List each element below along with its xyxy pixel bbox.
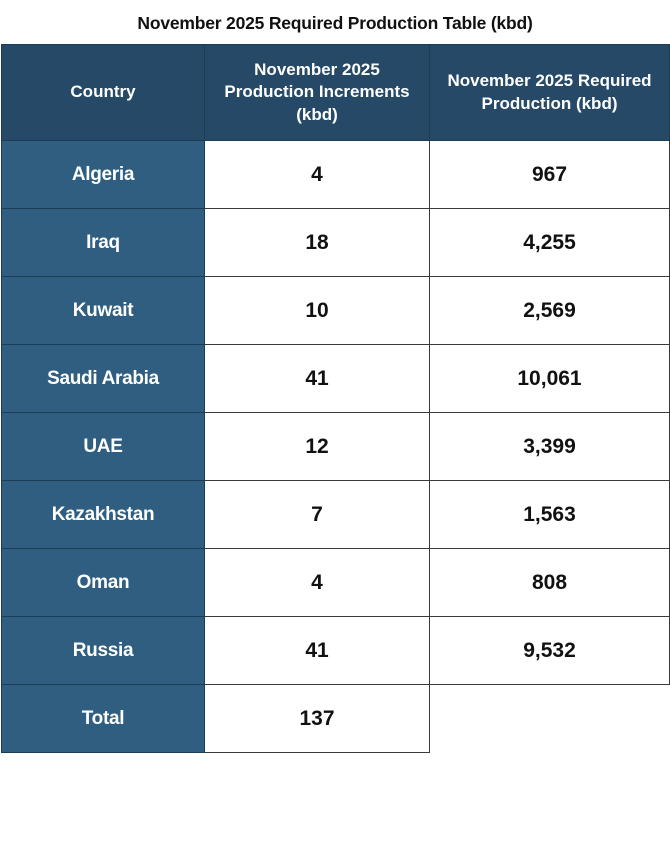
column-header-required: November 2025 Required Production (kbd) bbox=[430, 45, 670, 141]
cell-country: Iraq bbox=[2, 209, 205, 277]
cell-increment: 18 bbox=[205, 209, 430, 277]
cell-required: 808 bbox=[430, 549, 670, 617]
cell-required: 1,563 bbox=[430, 481, 670, 549]
cell-country: Saudi Arabia bbox=[2, 345, 205, 413]
table-row bbox=[2, 345, 670, 413]
cell-increment: 41 bbox=[205, 345, 430, 413]
cell-country: UAE bbox=[2, 413, 205, 481]
table-row bbox=[2, 481, 670, 549]
cell-required: 3,399 bbox=[430, 413, 670, 481]
cell-country: Oman bbox=[2, 549, 205, 617]
cell-increment: 7 bbox=[205, 481, 430, 549]
cell-required: 4,255 bbox=[430, 209, 670, 277]
column-header-country: Country bbox=[2, 45, 205, 141]
cell-required: 967 bbox=[430, 141, 670, 209]
table-row bbox=[2, 413, 670, 481]
page-title: November 2025 Required Production Table (kbd) bbox=[137, 13, 533, 33]
cell-increment: 12 bbox=[205, 413, 430, 481]
table-row-total bbox=[2, 685, 670, 753]
cell-country: Kazakhstan bbox=[2, 481, 205, 549]
cell-required: 9,532 bbox=[430, 617, 670, 685]
cell-increment: 4 bbox=[205, 549, 430, 617]
cell-country: Kuwait bbox=[2, 277, 205, 345]
cell-country: Russia bbox=[2, 617, 205, 685]
cell-increment: 4 bbox=[205, 141, 430, 209]
table-row bbox=[2, 141, 670, 209]
cell-required-total bbox=[430, 685, 670, 753]
cell-country: Algeria bbox=[2, 141, 205, 209]
cell-country-total: Total bbox=[2, 685, 205, 753]
table-row bbox=[2, 617, 670, 685]
table-header-row bbox=[2, 45, 670, 141]
table-body bbox=[2, 141, 670, 753]
table-row bbox=[2, 549, 670, 617]
table-row bbox=[2, 277, 670, 345]
cell-required: 2,569 bbox=[430, 277, 670, 345]
column-header-increments: November 2025 Production Increments (kbd) bbox=[205, 45, 430, 141]
table-header bbox=[2, 45, 670, 141]
cell-required: 10,061 bbox=[430, 345, 670, 413]
cell-increment: 10 bbox=[205, 277, 430, 345]
cell-increment-total: 137 bbox=[205, 685, 430, 753]
cell-increment: 41 bbox=[205, 617, 430, 685]
table-row bbox=[2, 209, 670, 277]
required-production-table bbox=[1, 44, 670, 753]
